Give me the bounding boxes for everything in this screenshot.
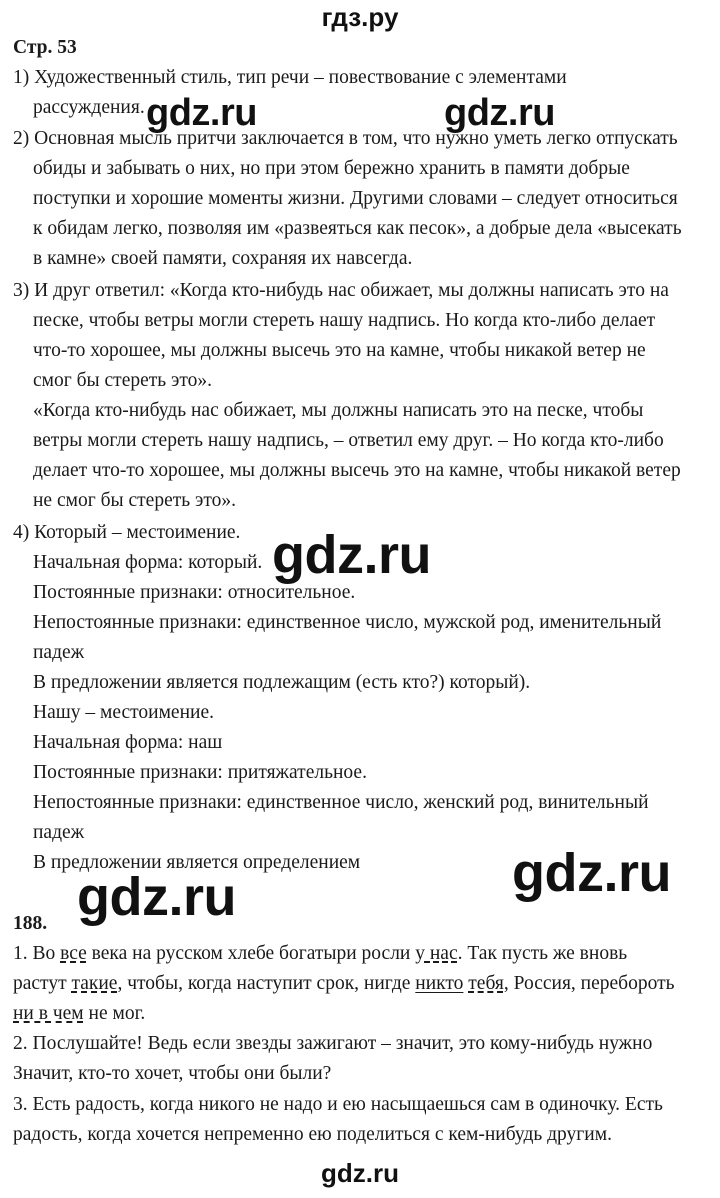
text-span: , Россия, перебороть xyxy=(503,973,675,994)
answer-2-line-2: обиды и забывать о них, но при этом бережно хранить в памяти добрые xyxy=(33,158,630,179)
exercise-line-3 xyxy=(13,1002,145,1026)
exercise-line-4: 2. Послушайте! Ведь если звезды зажигают – значит, это кому-нибудь нужно xyxy=(13,1033,653,1054)
answer-1-line-2: рассуждения. xyxy=(33,97,145,118)
answer-4-line-5: падеж xyxy=(33,642,85,663)
answer-1-line-1: 1) Художественный стиль, тип речи – повествование с элементами xyxy=(13,67,567,88)
exercise-line-6: 3. Есть радость, когда никого не надо и ею насыщаешься сам в одиночку. Есть xyxy=(13,1094,663,1115)
text-span: , чтобы, когда наступит срок, нигде xyxy=(117,973,416,994)
answer-3-line-3: что-то хорошее, мы должны высечь это на камне, чтобы никакой ветер не xyxy=(33,340,646,361)
answer-3-line-1: 3) И друг ответил: «Когда кто-нибудь нас обижает, мы должны написать это на xyxy=(13,280,669,301)
exercise-line-5: Значит, кто-то хочет, чтобы они были? xyxy=(13,1063,332,1084)
answer-4-line-11: падеж xyxy=(33,822,85,843)
text-span: 1. Во xyxy=(13,943,61,964)
answer-4-line-4: Непостоянные признаки: единственное число, мужской род, именительный xyxy=(33,612,662,633)
text-span: века на русском хлебе богатыри росли xyxy=(86,943,416,964)
text-span: . Так пусть же вновь xyxy=(457,943,628,964)
watermark: gdz.ru xyxy=(272,525,431,585)
answer-2-line-1: 2) Основная мысль притчи заключается в том, что нужно уметь легко отпускать xyxy=(13,128,678,149)
answer-3-line-6: ветры могли стереть нашу надпись, – ответил ему друг. – Но когда кто-либо xyxy=(33,430,664,451)
answer-3-line-7: делает что-то хорошее, мы должны высечь это на камне, чтобы никакой ветер xyxy=(33,460,681,481)
answer-3-line-5: «Когда кто-нибудь нас обижает, мы должны написать это на песке, чтобы xyxy=(33,400,644,421)
answer-4-line-7: Нашу – местоимение. xyxy=(33,702,214,723)
exercise-number: 188. xyxy=(13,913,48,934)
site-header: гдз.ру xyxy=(321,2,399,32)
underlined-word: ни в чем xyxy=(13,1003,84,1024)
underlined-word: такие xyxy=(71,973,118,994)
watermark: gdz.ru xyxy=(512,843,671,903)
answer-4-line-8: Начальная форма: наш xyxy=(33,732,223,753)
underlined-word: тебя xyxy=(468,973,504,994)
text-span: не мог. xyxy=(83,1003,146,1024)
underlined-word: все xyxy=(60,943,87,964)
answer-3-line-4: смог бы стереть это». xyxy=(33,370,213,391)
exercise-line-2 xyxy=(13,972,675,996)
answer-4-line-6: В предложении является подлежащим (есть кто?) который). xyxy=(33,672,531,693)
underlined-word: никто xyxy=(415,973,464,994)
page-label: Стр. 53 xyxy=(13,37,77,58)
answer-4-line-9: Постоянные признаки: притяжательное. xyxy=(33,762,367,783)
underlined-word: у нас xyxy=(415,943,458,964)
site-footer: gdz.ru xyxy=(321,1158,399,1188)
answer-4-line-2: Начальная форма: который. xyxy=(33,552,263,573)
text-span: растут xyxy=(13,973,72,994)
answer-4-line-10: Непостоянные признаки: единственное число, женский род, винительный xyxy=(33,792,649,813)
watermark: gdz.ru xyxy=(77,867,236,927)
answer-3-line-8: не смог бы стереть это». xyxy=(33,490,237,511)
answer-4-line-12: В предложении является определением xyxy=(33,852,361,873)
answer-4-line-3: Постоянные признаки: относительное. xyxy=(33,582,356,603)
answer-2-line-5: в камне» своей памяти, сохраняя их навсегда. xyxy=(33,248,413,269)
exercise-line-7: радость, когда хочется непременно ею поделиться с кем-нибудь другим. xyxy=(13,1124,612,1145)
exercise-line-1 xyxy=(13,942,627,966)
watermark: gdz.ru xyxy=(146,92,257,134)
answer-4-line-1: 4) Который – местоимение. xyxy=(13,522,241,543)
answer-2-line-3: поступки и хорошие моменты жизни. Другими словами – следует относиться xyxy=(33,188,678,209)
answer-3-line-2: песке, чтобы ветры могли стереть нашу надпись. Но когда кто-либо делает xyxy=(33,310,656,331)
watermark: gdz.ru xyxy=(444,92,555,134)
answer-2-line-4: к обидам легко, позволяя им «развеяться как песок», а добрые дела «высекать xyxy=(33,218,682,239)
